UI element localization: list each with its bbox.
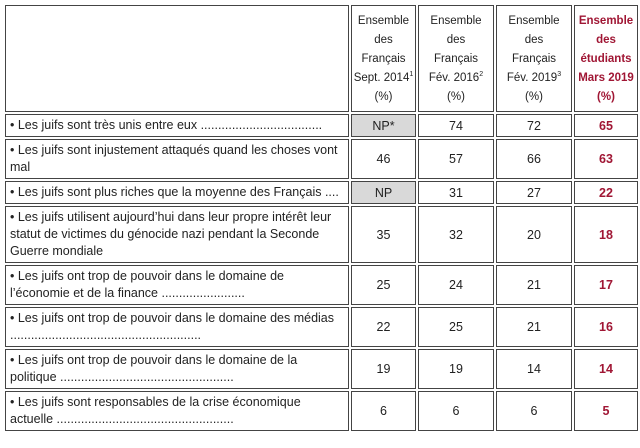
- value-cell: 22: [351, 307, 416, 347]
- value-cell-highlight: 16: [574, 307, 638, 347]
- value-cell-highlight: 65: [574, 114, 638, 137]
- value-cell: 35: [351, 206, 416, 263]
- column-header-line: Français: [511, 53, 557, 65]
- value-cell-np: NP: [351, 181, 416, 204]
- row-label: • Les juifs sont injustement attaqués quand les choses vont mal: [5, 139, 349, 179]
- table-row: [5, 114, 638, 137]
- row-label: • Les juifs sont plus riches que la moyenne des Français ....: [5, 181, 349, 204]
- value-cell-highlight: 14: [574, 349, 638, 389]
- column-header-unit: (%): [374, 91, 393, 103]
- value-cell-highlight: 63: [574, 139, 638, 179]
- table-row: [5, 181, 638, 204]
- value-cell: 57: [418, 139, 494, 179]
- row-label: • Les juifs ont trop de pouvoir dans le domaine des médias .......................................................: [5, 307, 349, 347]
- column-header-unit: (%): [525, 91, 543, 103]
- value-cell-highlight: 17: [574, 265, 638, 305]
- column-header-date: Mars 2019: [578, 72, 634, 84]
- column-header-line: des: [374, 34, 393, 46]
- value-cell: 66: [496, 139, 572, 179]
- column-header-date: Fév. 2019$^3$: [506, 71, 562, 84]
- value-cell: 27: [496, 181, 572, 204]
- value-cell: 19: [351, 349, 416, 389]
- table-row: [5, 391, 638, 431]
- value-cell: 72: [496, 114, 572, 137]
- value-cell: 74: [418, 114, 494, 137]
- table-row: [5, 206, 638, 263]
- table-row: [5, 139, 638, 179]
- table-row: [5, 265, 638, 305]
- column-header-line: Ensemble: [508, 15, 560, 27]
- value-cell: 21: [496, 265, 572, 305]
- column-header-line: des: [596, 34, 616, 46]
- column-header: [496, 5, 572, 112]
- table-row: [5, 349, 638, 389]
- value-cell: 25: [351, 265, 416, 305]
- value-cell: 6: [351, 391, 416, 431]
- value-cell: 24: [418, 265, 494, 305]
- column-header-line: des: [446, 34, 466, 46]
- value-cell: 32: [418, 206, 494, 263]
- column-header-line: Ensemble: [357, 15, 410, 27]
- value-cell: 6: [418, 391, 494, 431]
- value-cell: 25: [418, 307, 494, 347]
- row-label: • Les juifs sont très unis entre eux ...................................: [5, 114, 349, 137]
- table-row: [5, 307, 638, 347]
- column-header: [351, 5, 416, 112]
- column-header-line: Français: [361, 53, 406, 65]
- value-cell: 21: [496, 307, 572, 347]
- column-header-line: Ensemble: [578, 15, 634, 27]
- header-row: [5, 5, 638, 112]
- column-header-unit: (%): [597, 91, 615, 103]
- value-cell: 31: [418, 181, 494, 204]
- value-cell: 14: [496, 349, 572, 389]
- value-cell: 20: [496, 206, 572, 263]
- column-header-line: étudiants: [580, 53, 632, 65]
- row-label: • Les juifs ont trop de pouvoir dans le domaine de la politique ..................................................: [5, 349, 349, 389]
- column-header-line: Ensemble: [430, 15, 482, 27]
- value-cell-highlight: 22: [574, 181, 638, 204]
- row-label: • Les juifs ont trop de pouvoir dans le domaine de l’économie et de la finance ........................: [5, 265, 349, 305]
- column-header: [418, 5, 494, 112]
- row-label: • Les juifs sont responsables de la crise économique actuelle ...................................................: [5, 391, 349, 431]
- column-header-highlight: [574, 5, 638, 112]
- column-header-unit: (%): [447, 91, 465, 103]
- header-empty-cell: [5, 5, 349, 112]
- column-header-date: Fév. 2016$^2$: [428, 71, 484, 84]
- column-header-date: Sept. 2014$^1$: [353, 71, 414, 84]
- column-header-line: des: [524, 34, 544, 46]
- column-header-line: Français: [433, 53, 479, 65]
- value-cell: 19: [418, 349, 494, 389]
- value-cell: 6: [496, 391, 572, 431]
- value-cell-highlight: 5: [574, 391, 638, 431]
- value-cell-highlight: 18: [574, 206, 638, 263]
- value-cell-np: NP*: [351, 114, 416, 137]
- row-label: • Les juifs utilisent aujourd’hui dans leur propre intérêt leur statut de victimes du génocide nazi pendant la Seconde Guerre mondiale: [5, 206, 349, 263]
- survey-table: [3, 3, 640, 433]
- value-cell: 46: [351, 139, 416, 179]
